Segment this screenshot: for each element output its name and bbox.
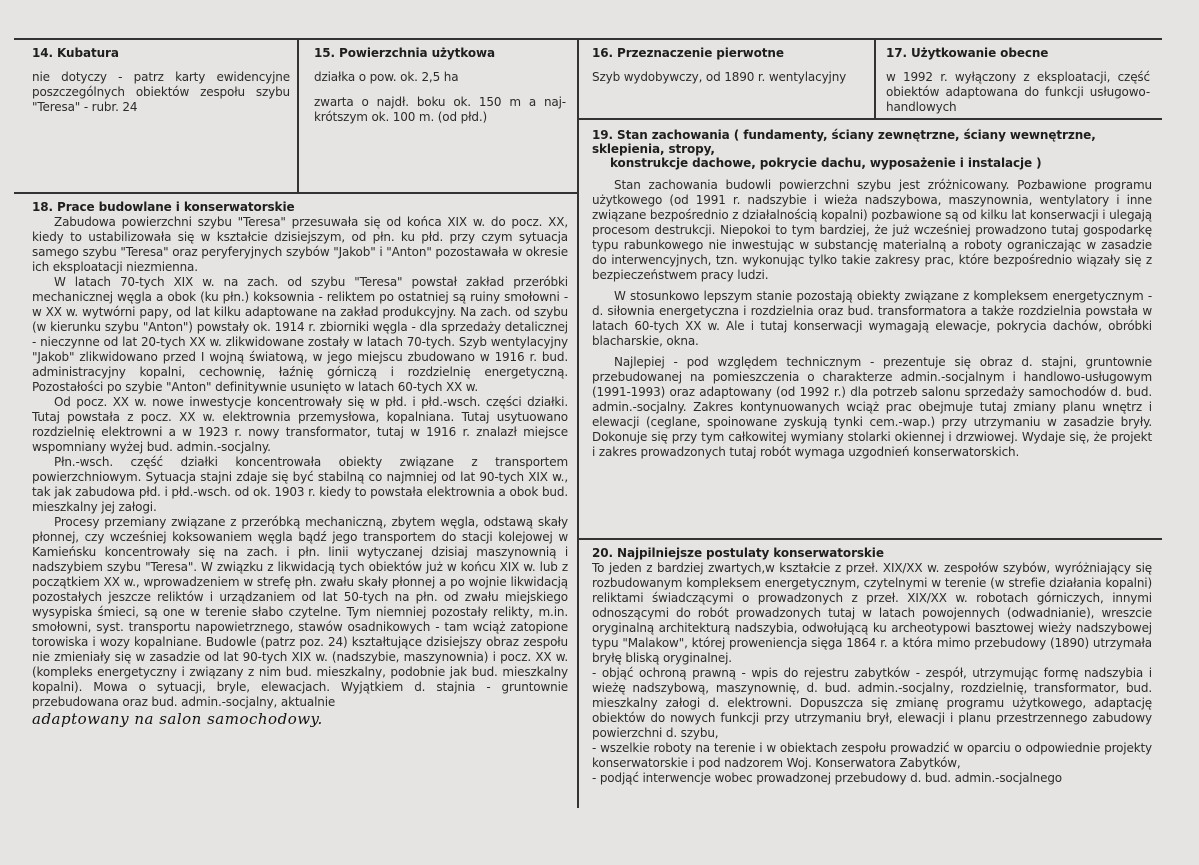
section-text: Szyb wydobywczy, od 1890 r. wentylacyjny [592,70,847,84]
paragraph: Zabudowa powierzchni szybu "Teresa" przesuwała się od końca XIX w. do pocz. XX, kiedy to ustabilizowała się w kształcie dzisiejszym, od płn. ku płd. przy czym sytuacja samego szybu "Teresa" oraz peryferyjnych szybów "Jakob" i "Anton" pozostawała w okresie ich eksploatacji niezmienna. [32,215,568,274]
section-postulaty [592,546,1152,808]
section-powierzchnia [314,46,566,190]
section-title: 17. Użytkowanie obecne [886,46,1049,60]
list-item: - wszelkie roboty na terenie i w obiektach zespołu prowadzić w oparciu o odpowiednie projekty konserwatorskie i pod nadzorem Woj. Konserwatora Zabytków, [592,741,1152,770]
divider-upper-left [14,192,577,194]
paragraph: Procesy przemiany związane z przeróbką mechaniczną, zbytem węgla, odstawą skały płonnej, czy wcześniej koksowaniem węgla bądź jego transportem do stacji kolejowej w Kamieńsku koncentrowały się na zach. i płn. linii wytyczanej dzisiaj maszynownią i nadszybiem szybu "Teresa". W związku z likwidacją tych obiektów już w końcu XIX w. lub z początkiem XX w., wprowadzeniem w strefę płn. zwału skały płonnej a po wojnie likwidacją pozostałych jeszcze reliktów i urządzaniem od lat 50-tych na płn. od zwału miejskiego wysypiska śmieci, są one w terenie słabo czytelne. Tym niemniej pozostały relikty, m.in. smołowni, syst. transportu napowietrznego, stawów osadnikowych - tam wciąż zatopione torowiska i wozy kopalniane. Budowle (patrz poz. 24) kształtujące dzisiejszy obraz zespołu nie zmieniały się w zasadzie od lat 90-tych XIX w. (nadszybie, maszynownia) i pocz. XX w. (kompleks energetyczny i związany z nim bud. mieszkalny, podobnie jak bud. mieszkalny kopalni). Mowa o sytuacji, bryle, elewacjach. Wyjątkiem d. stajnia - gruntownie przebudowana oraz bud. admin.-socjalny, aktualnie [32,515,568,709]
section-title-cont: konstrukcje dachowe, pokrycie dachu, wyposażenie i instalacje ) [610,156,1042,170]
section-text-dimensions: zwarta o najdł. boku ok. 150 m a naj-krótszym ok. 100 m. (od płd.) [314,95,566,124]
section-title: 14. Kubatura [32,46,119,60]
list-item: - objąć ochroną prawną - wpis do rejestru zabytków - zespół, utrzymując formę nadszybia i wieżę nadszybową, maszynownię, d. bud. admin.-socjalny, rozdzielnię, transformator, bud. mieszkalny załogi d. elektrowni. Dopuszcza się zmianę programu użytkowego, adaptację obiektów do nowych funkcji przy utrzymaniu brył, elewacji i planu przestrzennego zabudowy powierzchni d. szybu, [592,666,1152,740]
section-prace-budowlane [32,200,568,808]
section-title: 15. Powierzchnia użytkowa [314,46,495,60]
section-title: 16. Przeznaczenie pierwotne [592,46,784,60]
divider-top [14,38,1162,40]
handwritten-note: adaptowany na salon samochodowy. [32,710,323,728]
paragraph: W latach 70-tych XIX w. na zach. od szybu "Teresa" powstał zakład przeróbki mechanicznej węgla a obok (ku płn.) koksownia - reliktem po ostatniej są ruiny smołowni - w XX w. wytwórni papy, od lat kilku adaptowane na zakład produkcyjny. Na zach. od szybu (w kierunku szybu "Anton") powstały ok. 1914 r. zbiorniki węgla - dla sprzedaży detalicznej - nieczynne od lat 20-tych XX w. zlikwidowane zostały w latach 70-tych. Szyb wentylacyjny "Jakob" zlikwidowano przed I wojną światową, w jego miejscu zbudowano w 1916 r. bud. administracyjny kopalni, cechownię, łaźnię górniczą i rozdzielnię energetyczną. Pozostałości po szybie "Anton" definitywnie usunięto w latach 60-tych XX w. [32,275,568,394]
section-kubatura [32,46,290,190]
list-item: - podjąć interwencje wobec prowadzonej przebudowy d. bud. admin.-socjalnego [592,771,1062,785]
divider-col-2 [577,38,579,808]
divider-upper-right [577,118,1162,120]
section-stan-zachowania [592,128,1152,534]
section-text: nie dotyczy - patrz karty ewidencyjne poszczególnych obiektów zespołu szybu "Teresa" - rubr. 24 [32,70,290,114]
section-text: w 1992 r. wyłączony z eksploatacji, część obiektów adaptowana do funkcji usługowo-handlowych [886,70,1150,114]
section-przeznaczenie [592,46,860,116]
section-title: 19. Stan zachowania ( fundamenty, ściany zewnętrzne, ściany wewnętrzne, sklepienia, stropy, [592,128,1096,156]
section-title: 20. Najpilniejsze postulaty konserwatorskie [592,546,884,560]
divider-col-1 [297,38,299,192]
record-card [14,38,1162,808]
paragraph: Najlepiej - pod względem technicznym - prezentuje się obraz d. stajni, gruntownie przebudowanej na pomieszczenia o charakterze admin.-socjalnym i handlowo-usługowym (1991-1993) oraz adaptowany (od 1992 r.) dla potrzeb salonu sprzedaży samochodów d. bud. admin.-socjalny. Zakres kontynuowanych wciąż prac obejmuje tutaj zmiany planu wnętrz i elewacji (ceglane, spoinowane zyskują tynki cem.-wap.) przy utrzymaniu w zasadzie bryły. Dokonuje się przy tym całkowitej wymiany stolarki okiennej i drzwiowej. Wydaje się, że projekt i zakres prowadzonych tutaj robót wymaga uzgodnień konserwatorskich. [592,355,1152,459]
paragraph: To jeden z bardziej zwartych,w kształcie z przeł. XIX/XX w. zespołów szybów, wyróżniający się rozbudowanym kompleksem energetycznym, czytelnymi w terenie (w strefie działania kopalni) reliktami świadczącymi o prowadzonych z przeł. XIX/XX w. robotach górniczych, innymi odnoszącymi do robót prowadzonych tutaj w latach powojennych (odwadnianie), wreszcie oryginalną architekturą nadszybia, odwołującą ku archeotypowi basztowej wieży nadszybowej typu "Malakow", której proweniencja sięga 1864 r. a która mimo przebudowy (1890) utrzymała bryłę bliską oryginalnej. [592,561,1152,665]
paragraph: Płn.-wsch. część działki koncentrowała obiekty związane z transportem powierzchniowym. Sytuacja stajni zdaje się być stabilną co najmniej od lat 90-tych XIX w., tak jak zabudowa płd. i płd.-wsch. od ok. 1903 r. kiedy to powstała elektrownia a obok bud. mieszkalny jej załogi. [32,455,568,514]
paragraph: Stan zachowania budowli powierzchni szybu jest zróżnicowany. Pozbawione programu użytkowego (od 1991 r. nadszybie i wieża nadszybowa, maszynownia, wentylatory i inne związane bezpośrednio z działalnością kopalni) pozbawione są od kilku lat konserwacji i ulegają procesom destrukcji. Niepokoi to tym bardziej, że już wcześniej prowadzono tutaj gospodarkę typu rabunkowego nie inwestując w substancję materialną a roboty ograniczając w zasadzie do interwencyjnych, tzn. wykonując tylko takie zakresy prac, które bezpośrednio wiązały się z bezpieczeństwem pracy ludzi. [592,178,1152,282]
divider-right-middle [577,538,1162,540]
paragraph: W stosunkowo lepszym stanie pozostają obiekty związane z kompleksem energetycznym - d. siłownia energetyczna i rozdzielnia oraz bud. transformatora a także rozdzielnia powstała w latach 60-tych XX w. Ale i tutaj konserwacji wymagają elewacje, pokrycia dachów, obróbki blacharskie, okna. [592,289,1152,348]
divider-col-3 [874,38,876,118]
section-text-area: działka o pow. ok. 2,5 ha [314,70,459,84]
section-uzytkowanie [886,46,1150,116]
section-title: 18. Prace budowlane i konserwatorskie [32,200,295,214]
paragraph: Od pocz. XX w. nowe inwestycje koncentrowały się w płd. i płd.-wsch. części działki. Tutaj powstała z pocz. XX w. elektrownia przemysłowa, kopalniana. Tutaj usytuowano rozdzielnię elektrowni a w 1923 r. nowy transformator, tutaj w 1916 r. znalazł miejsce wspomniany wyżej bud. admin.-socjalny. [32,395,568,454]
